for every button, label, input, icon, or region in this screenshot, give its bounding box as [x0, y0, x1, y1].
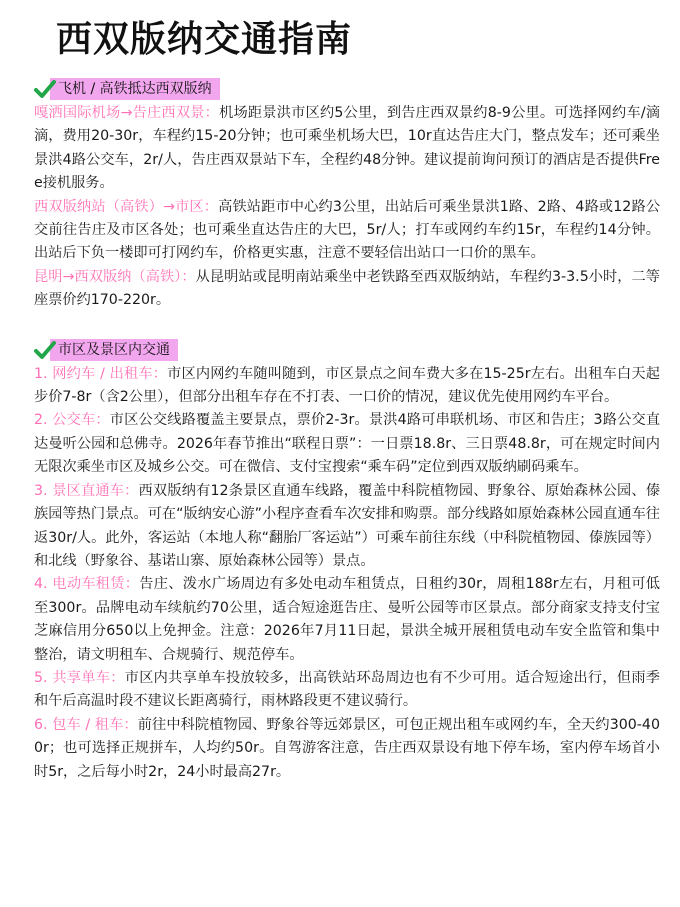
section-heading-label: 市区及景区内交通 — [50, 339, 178, 361]
section-heading-label: 飞机 / 高铁抵达西双版纳 — [50, 78, 220, 100]
paragraph-lead: 4. 电动车租赁： — [34, 576, 140, 593]
check-mark-icon — [34, 79, 56, 99]
paragraph-bus — [34, 409, 660, 479]
paragraph-text: 市区内网约车随叫随到，市区景点之间车费大多在15-25r左右。出租车白天起步价7-8r（含2公里），但部分出租车存在不打表、一口价的情况，建议优先使用网约车平台。 — [34, 365, 660, 406]
section-heading-arrival — [34, 76, 660, 102]
paragraph-text: 西双版纳有12条景区直通车线路，覆盖中科院植物园、野象谷、原始森林公园、傣族园等热门景点。可在“版纳安心游”小程序查看车次安排和购票。部分线路如原始森林公园直通车往返30r/人。此外，客运站（本地人称“翻胎厂客运站”）可乘车前往东线（中科院植物园、傣族园等）和北线（野象谷、基诺山寨、原始森林公园等）景点。 — [34, 482, 661, 569]
paragraph-taxi — [34, 363, 660, 410]
paragraph-shared-bike — [34, 667, 660, 714]
paragraph-charter-car — [34, 714, 660, 784]
paragraph-text: 机场距景洪市区约5公里，到告庄西双景约8-9公里。可选择网约车/滴滴，费用20-30r，车程约15-20分钟；也可乘坐机场大巴，10r直达告庄大门，整点发车；还可乘坐景洪4路公交车，2r/人，告庄西双景站下车，全程约48分钟。建议提前询问预订的酒店是否提供Free接机服务。 — [34, 105, 661, 192]
paragraph-text: 市区内共享单车投放较多，出高铁站环岛周边也有不少可用。适合短途出行，但雨季和午后高温时段不建议长距离骑行，雨林路段更不建议骑行。 — [34, 669, 660, 710]
paragraph-airport — [34, 102, 660, 196]
paragraph-lead: 嘎洒国际机场→告庄西双景： — [34, 105, 220, 121]
check-mark-icon — [34, 340, 56, 360]
page-title: 西双版纳交通指南 — [56, 19, 353, 60]
paragraph-text: 高铁站距市中心约3公里，出站后可乘坐景洪1路、2路、4路或12路公交前往告庄及市区各处；也可乘坐直达告庄的大巴，5r/人；打车或网约车约15r，车程约14分钟。出站后下负一楼即可打网约车，价格更实惠，注意不要轻信出站口一口价的黑车。 — [34, 198, 661, 262]
paragraph-lead: 西双版纳站（高铁）→市区： — [34, 198, 219, 215]
paragraph-ebike-rental — [34, 573, 660, 667]
paragraph-scenic-shuttle — [34, 480, 660, 574]
paragraph-lead: 2. 公交车： — [34, 412, 110, 429]
paragraph-lead: 3. 景区直通车： — [34, 482, 139, 499]
section-heading-local — [34, 337, 660, 363]
paragraph-text: 从昆明站或昆明南站乘坐中老铁路至西双版纳站，车程约3-3.5小时，二等座票价约170-220r。 — [34, 268, 660, 309]
paragraph-text: 告庄、泼水广场周边有多处电动车租赁点，日租约30r，周租188r左右，月租可低至300r。品牌电动车续航约70公里，适合短途逛告庄、曼听公园等市区景点。部分商家支持支付宝芝麻信用分650以上免押金。注意：2026年7月11日起，景洪全城开展租赁电动车安全监管和集中整治，请文明租车、合规骑行、规范停车。 — [34, 576, 660, 663]
paragraph-railway-station — [34, 196, 660, 266]
paragraph-kunming — [34, 266, 660, 313]
paragraph-lead: 1. 网约车 / 出租车： — [34, 365, 168, 382]
paragraph-lead: 5. 共享单车： — [34, 669, 125, 686]
paragraph-lead: 6. 包车 / 租车： — [34, 716, 138, 733]
paragraph-text: 前往中科院植物园、野象谷等远郊景区，可包正规出租车或网约车，全天约300-400r；也可选择正规拼车，人均约50r。自驾游客注意，告庄西双景设有地下停车场，室内停车场首小时5r，之后每小时2r，24小时最高27r。 — [34, 716, 660, 780]
paragraph-text: 市区公交线路覆盖主要景点，票价2-3r。景洪4路可串联机场、市区和告庄；3路公交直达曼听公园和总佛寺。2026年春节推出“联程日票”：一日票18.8r、三日票48.8r，可在规定时间内无限次乘坐市区及城乡公交。可在微信、支付宝搜索“乘车码”定位到西双版纳刷码乘车。 — [34, 412, 661, 476]
paragraph-lead: 昆明→西双版纳（高铁）： — [34, 268, 196, 285]
